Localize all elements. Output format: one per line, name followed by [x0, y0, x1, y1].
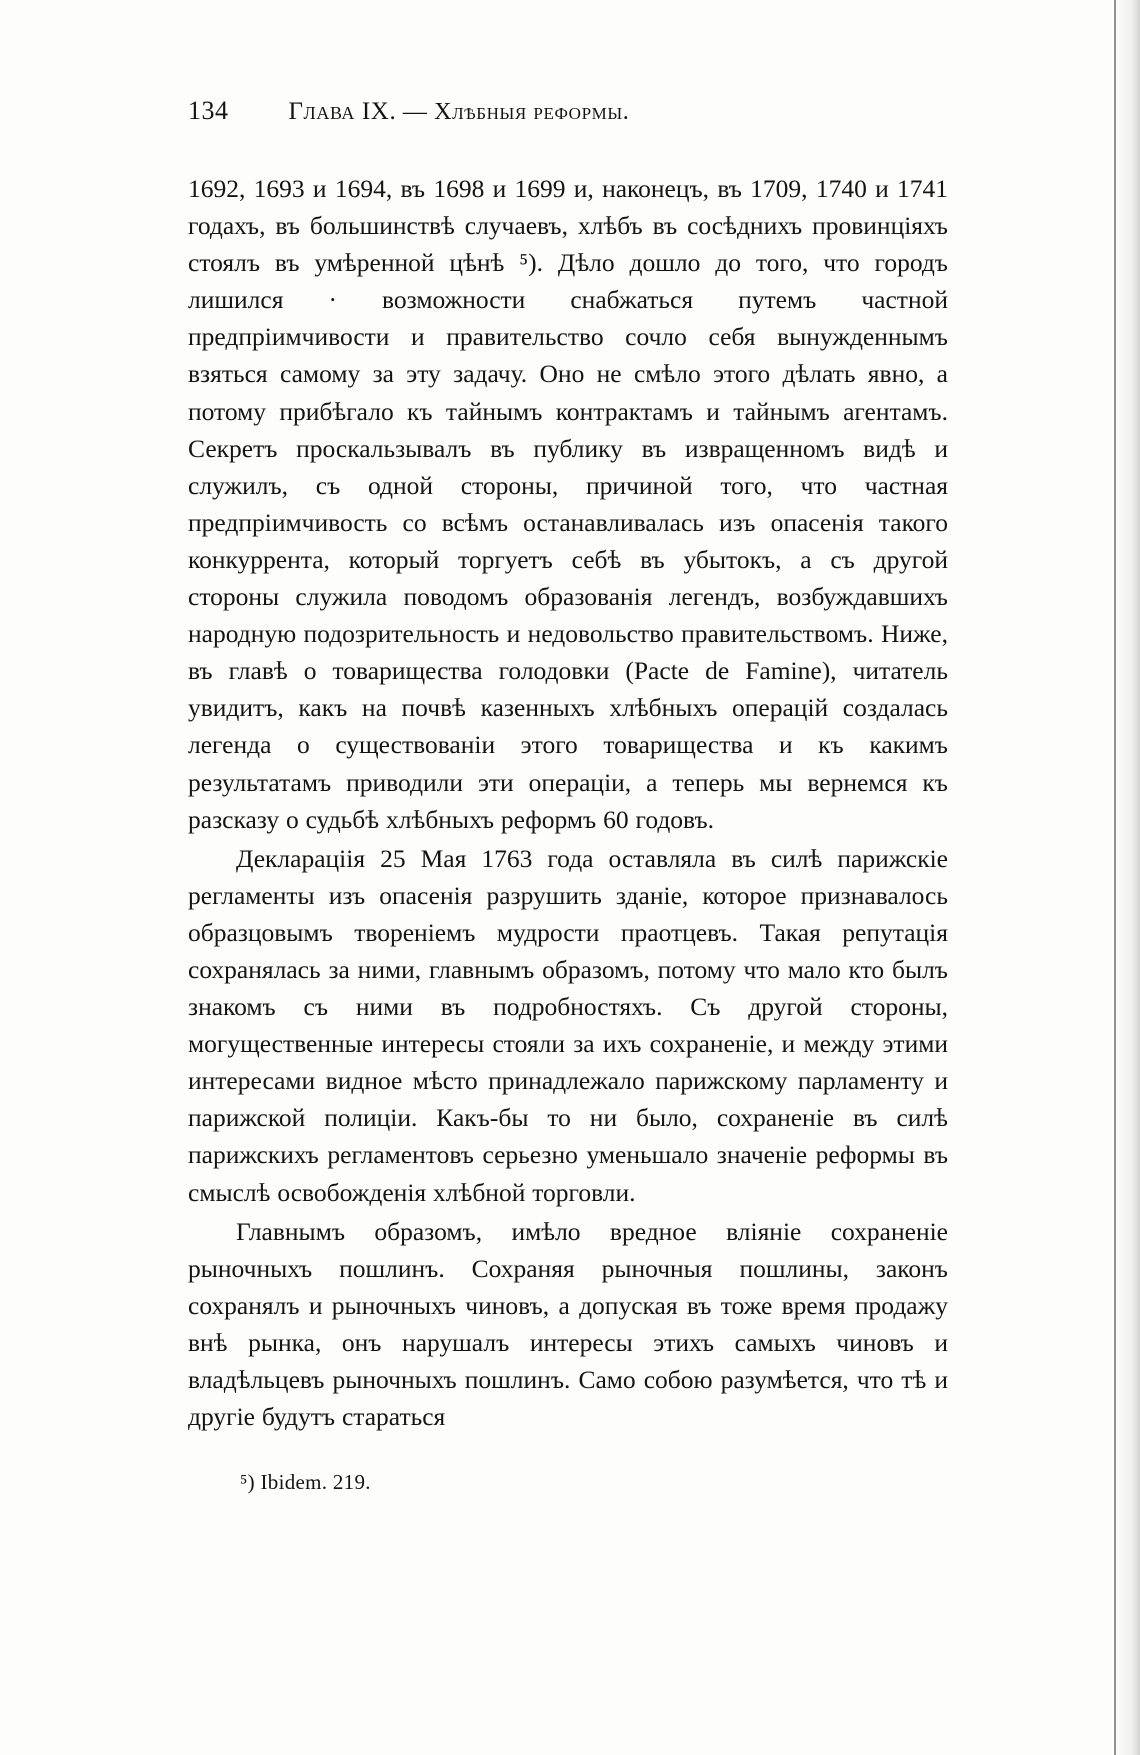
running-head: [289, 98, 630, 126]
page-content: [188, 96, 948, 1435]
footnote-marker: ⁵): [240, 1470, 255, 1494]
paragraph: Деклараціія 25 Мая 1763 года оставляла въ силѣ парижскіе регламенты изъ опасенія разрушить зданіе, которое признавалось образцовымъ твореніемъ мудрости праотцевъ. Такая репутація сохранялась за ними, главнымъ образомъ, потому что мало кто былъ знакомъ съ ними въ подробностяхъ. Съ другой стороны, могущественные интересы стояли за ихъ сохраненіе, и между этими интересами видное мѣсто принадлежало парижскому парламенту и парижской полиціи. Какъ-бы то ни было, сохраненіе въ силѣ парижскихъ регламентовъ серьезно уменьшало значеніе реформы въ смыслѣ освобожденія хлѣбной торговли.: [188, 843, 948, 1207]
running-head-title: Хлѣбныя реформы.: [434, 99, 630, 125]
paragraph: 1692, 1693 и 1694, въ 1698 и 1699 и, наконецъ, въ 1709, 1740 и 1741 годахъ, въ большинствѣ случаевъ, хлѣбъ въ сосѣднихъ провинціяхъ стоялъ въ умѣренной цѣнѣ ⁵). Дѣло дошло до того, что городъ лишился · возможности снабжаться путемъ частной предпріимчивости и правительство сочло себя вынужденнымъ взяться самому за эту задачу. Оно не смѣло этого дѣлать явно, а потому прибѣгало къ тайнымъ контрактамъ и тайнымъ агентамъ. Секретъ проскальзывалъ въ публику въ извращенномъ видѣ и служилъ, съ одной стороны, причиной того, что частная предпріимчивость со всѣмъ останавливалась изъ опасенія такого конкуррента, который торгуетъ себѣ въ убытокъ, а съ другой стороны служила поводомъ образованія легендъ, возбуждавшихъ народную подозрительность и недовольство правительствомъ. Ниже, въ главѣ о товарищества голодовки (Pacte de Famine), читатель увидитъ, какъ на почвѣ казенныхъ хлѣбныхъ операцій создалась легенда о существованіи этого товарищества и къ какимъ результатамъ приводили эти операціи, а теперь мы вернемся къ разсказу о судьбѣ хлѣбныхъ реформъ 60 годовъ.: [188, 174, 948, 834]
footnote: [240, 1470, 371, 1495]
page-number: 134: [188, 96, 229, 125]
paragraph: Главнымъ образомъ, имѣло вредное вліяніе сохраненіе рыночныхъ пошлинъ. Сохраняя рыночныя пошлины, законъ сохранялъ и рыночныхъ чиновъ, а допуская въ тоже время продажу внѣ рынка, онъ нарушалъ интересы этихъ самыхъ чиновъ и владѣльцевъ рыночныхъ пошлинъ. Само собою разумѣется, что тѣ и другіе будутъ стараться: [188, 1216, 948, 1432]
page-header: [188, 96, 948, 126]
running-head-dash: —: [402, 99, 428, 125]
scan-edge-shadow: [1114, 0, 1140, 1755]
running-head-chapter: Глава IX.: [288, 98, 397, 125]
footnote-text: Ibidem. 219.: [260, 1470, 371, 1494]
